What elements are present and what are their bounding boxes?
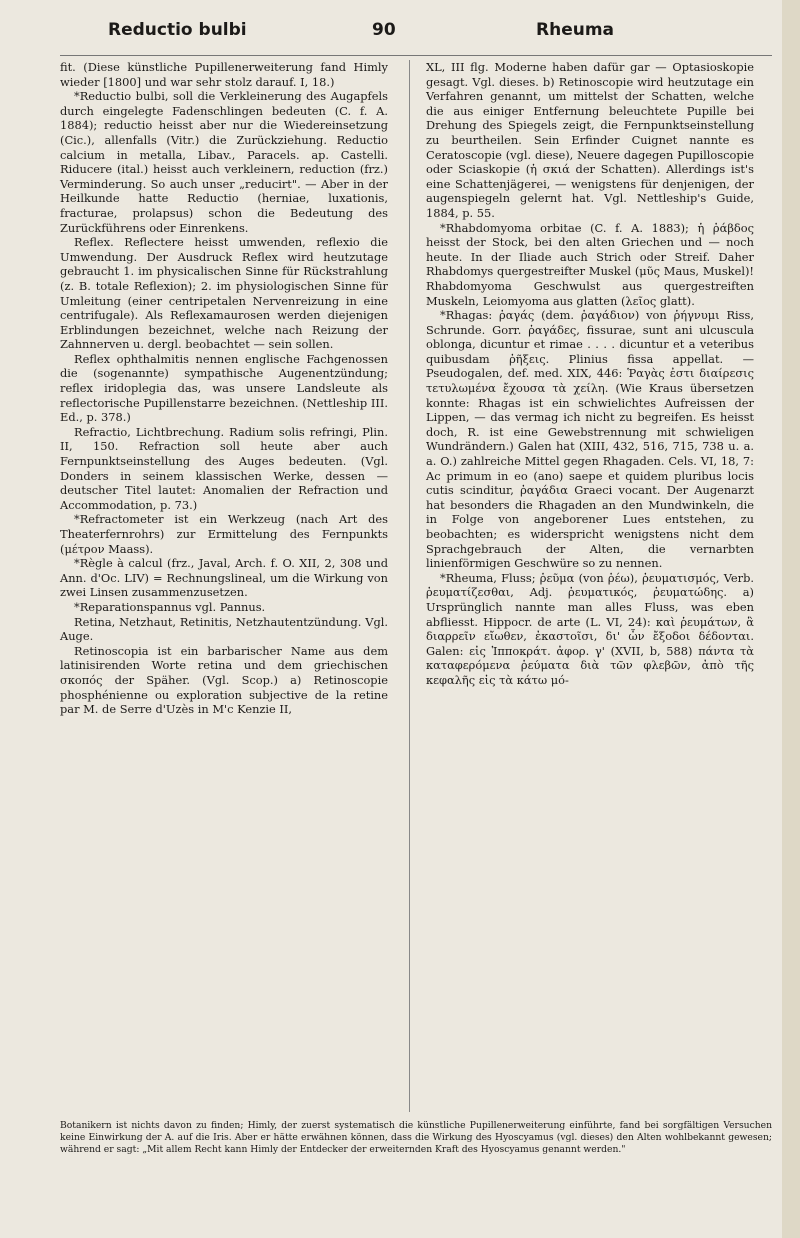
entry-reflex-ophthalmitis: Reflex ophthalmitis nennen englische Fachgenossen die (sogenannte) sympathische Augenentzündung; reflex iridoplegia das, was unsere Landsleute als reflectorische Pupillenstarre bezeichnen. (Nettleship III. Ed., p. 378.): [60, 351, 388, 425]
running-head-right: Rheuma: [536, 20, 615, 40]
entry-rhabdomyoma: *Rhabdomyoma orbitae (C. f. A. 1883); ἡ ῥάβδος heisst der Stock, bei den alten Griechen und — noch heute. In der Iliade auch Strich oder Streif. Daher Rhabdomys quergestreifter Muskel (μῦς Maus, Muskel)! Rhabdomyoma Geschwulst aus quergestreiften Muskeln, Leiomyoma aus glatten (λεῖος glatt).: [426, 220, 754, 308]
entry-retinoscopia: Retinoscopia ist ein barbarischer Name aus dem latinisirenden Worte retina und dem griechischen σκοπός der Späher. (Vgl. Scop.) a) Retinoscopie phosphénienne ou exploration subjective de la retine par M. de Serre d'Uzès in M'c Kenzie II,: [60, 643, 388, 717]
entry-reductio-bulbi: *Reductio bulbi, soll die Verkleinerung des Augapfels durch eingelegte Fadenschlingen bedeuten (C. f. A. 1884); reductio heisst aber nur die Wiedereinsetzung (Cic.), allenfalls (Vitr.) die Zurückziehung. Reductio calcium in metalla, Libav., Paracels. ap. Castelli. Riducere (ital.) heisst auch verkleinern, reduction (frz.) Verminderung. So auch unser „reducirt". — Aber in der Heilkunde hatte Reductio (herniae, luxationis, fracturae, prolapsus) schon die Bedeutung des Zurückführens oder Einrenkens.: [60, 89, 388, 235]
entry-rheuma: *Rheuma, Fluss; ῥεῦμα (von ῥέω), ῥευματισμός, Verb. ῥευματίζεσθαι, Adj. ῥευματικός, ῥευματώδης. a) Ursprünglich nannte man alles Fluss, was eben abfliesst. Hippocr. de arte (L. VI, 24): καὶ ῥευμάτων, ἃ διαρρεῖν εἴωθεν, ἐκαστοῖσι, δι' ὧν ἔξοδοι δέδονται. Galen: εἰς Ἱπποκράτ. ἀφορ. γ' (XVII, b, 588) πάντα τὰ καταφερόμενα ῥεύματα διὰ τῶν φλεβῶν, ἀπὸ τῆς κεφαλῆς εἰς τὰ κάτω μό-: [426, 570, 754, 687]
running-head-left: Reductio bulbi: [108, 20, 247, 40]
entry-retinoscopia-cont: XL, III flg. Moderne haben dafür gar — Optasioskopie gesagt. Vgl. dieses. b) Retinoscopie wird heutzutage ein Verfahren genannt, um mittelst der Schatten, welche die aus einiger Entfernung beleuchtete Pupille bei Drehung des Spiegels zeigt, die Fernpunktseinstellung zu beurtheilen. Sein Erfinder Cuignet nannte es Ceratoscopie (vgl. diese), Neuere dagegen Pupilloscopie oder Sciaskopie (ἡ σκιά der Schatten). Allerdings ist's eine Schattenjägerei, — wenigstens für denjenigen, der augenspiegeln gelernt hat. Vgl. Nettleship's Guide, 1884, p. 55.: [426, 60, 754, 220]
column-divider: [409, 60, 410, 1112]
page-number: 90: [372, 20, 396, 40]
right-column: [426, 60, 754, 688]
header-rule: [60, 55, 772, 56]
entry-text: fit. (Diese künstliche Pupillenerweiterung fand Himly wieder [1800] und war sehr stolz darauf. I, 18.): [60, 60, 388, 89]
entry-retina: Retina, Netzhaut, Retinitis, Netzhautentzündung. Vgl. Auge.: [60, 614, 388, 644]
page-header: [56, 20, 770, 46]
entry-rhagas: *Rhagas: ῥαγάς (dem. ῥαγάδιον) von ῥήγνυμι Riss, Schrunde. Gorr. ῥαγάδες, fissurae, sunt ani ulcuscula oblonga, dicuntur et rimae . . . . dicuntur et a veteribus quibusdam ῥῆξεις. Plinius fissa appellat. — Pseudogalen, def. med. XIX, 446: Ῥαγὰς ἐστι διαίρεσις τετυλωμένα ἔχουσα τὰ χείλη. (Wie Kraus übersetzen konnte: Rhagas ist ein schwielichtes Aufreissen der Lippen, — das vermag ich nicht zu begreifen. Es heisst doch, R. ist eine Gewebstrennung mit schwieligen Wundrändern.) Galen hat (XIII, 432, 516, 715, 738 u. a. a. O.) zahlreiche Mittel gegen Rhagaden. Cels. VI, 18, 7: Ac primum in eo (ano) saepe et quidem pluribus locis cutis scinditur, ῥαγάδια Graeci vocant. Der Augenarzt hat besonders die Rhagaden an den Mundwinkeln, die in Folge von angeborener Lues entstehen, zu beobachten; es widerspricht wenigstens nicht dem Sprachgebrauch der Alten, die vernarbten linienförmigen Geschwüre so zu nennen.: [426, 308, 754, 571]
entry-refractio: Refractio, Lichtbrechung. Radium solis refringi, Plin. II, 150. Refraction soll heute aber auch Fernpunktseinstellung des Auges bedeuten. (Vgl. Donders in seinem klassischen Werke, dessen — deutscher Titel lautet: Anomalien der Refraction und Accommodation, p. 73.): [60, 424, 388, 512]
entry-reflex: Reflex. Reflectere heisst umwenden, reflexio die Umwendung. Der Ausdruck Reflex wird heutzutage gebraucht 1. im physicalischen Sinne für Rückstrahlung (z. B. totale Reflexion); 2. im physiologischen Sinne für Umleitung (einer centripetalen Nervenreizung in eine centrifugale). Als Reflexamaurosen werden diejenigen Erblindungen bezeichnet, welche nach Reizung der Zahnnerven u. dergl. beobachtet — sein sollen.: [60, 235, 388, 352]
footnote: Botanikern ist nichts davon zu finden; Himly, der zuerst systematisch die künstliche Pupillenerweiterung einführte, fand bei sorgfältigen Versuchen keine Einwirkung der A. auf die Iris. Aber er hätte erwähnen können, dass die Wirkung des Hyoscyamus (vgl. dieses) den Alten wohlbekannt gewesen; während er sagt: „Mit allem Recht kann Himly der Entdecker der erweiternden Kraft des Hyoscyamus genannt werden.": [60, 1120, 772, 1156]
page-edge: [782, 0, 800, 1238]
left-column: [60, 60, 388, 717]
entry-regle-a-calcul: *Règle à calcul (frz., Javal, Arch. f. O. XII, 2, 308 und Ann. d'Oc. LIV) = Rechnungslineal, um die Wirkung von zwei Linsen zusammenzusetzen.: [60, 556, 388, 600]
entry-refractometer: *Refractometer ist ein Werkzeug (nach Art des Theaterfernrohrs) zur Ermittelung des Fernpunkts (μέτρον Maass).: [60, 512, 388, 556]
entry-reparationspannus: *Reparationspannus vgl. Pannus.: [74, 599, 266, 614]
